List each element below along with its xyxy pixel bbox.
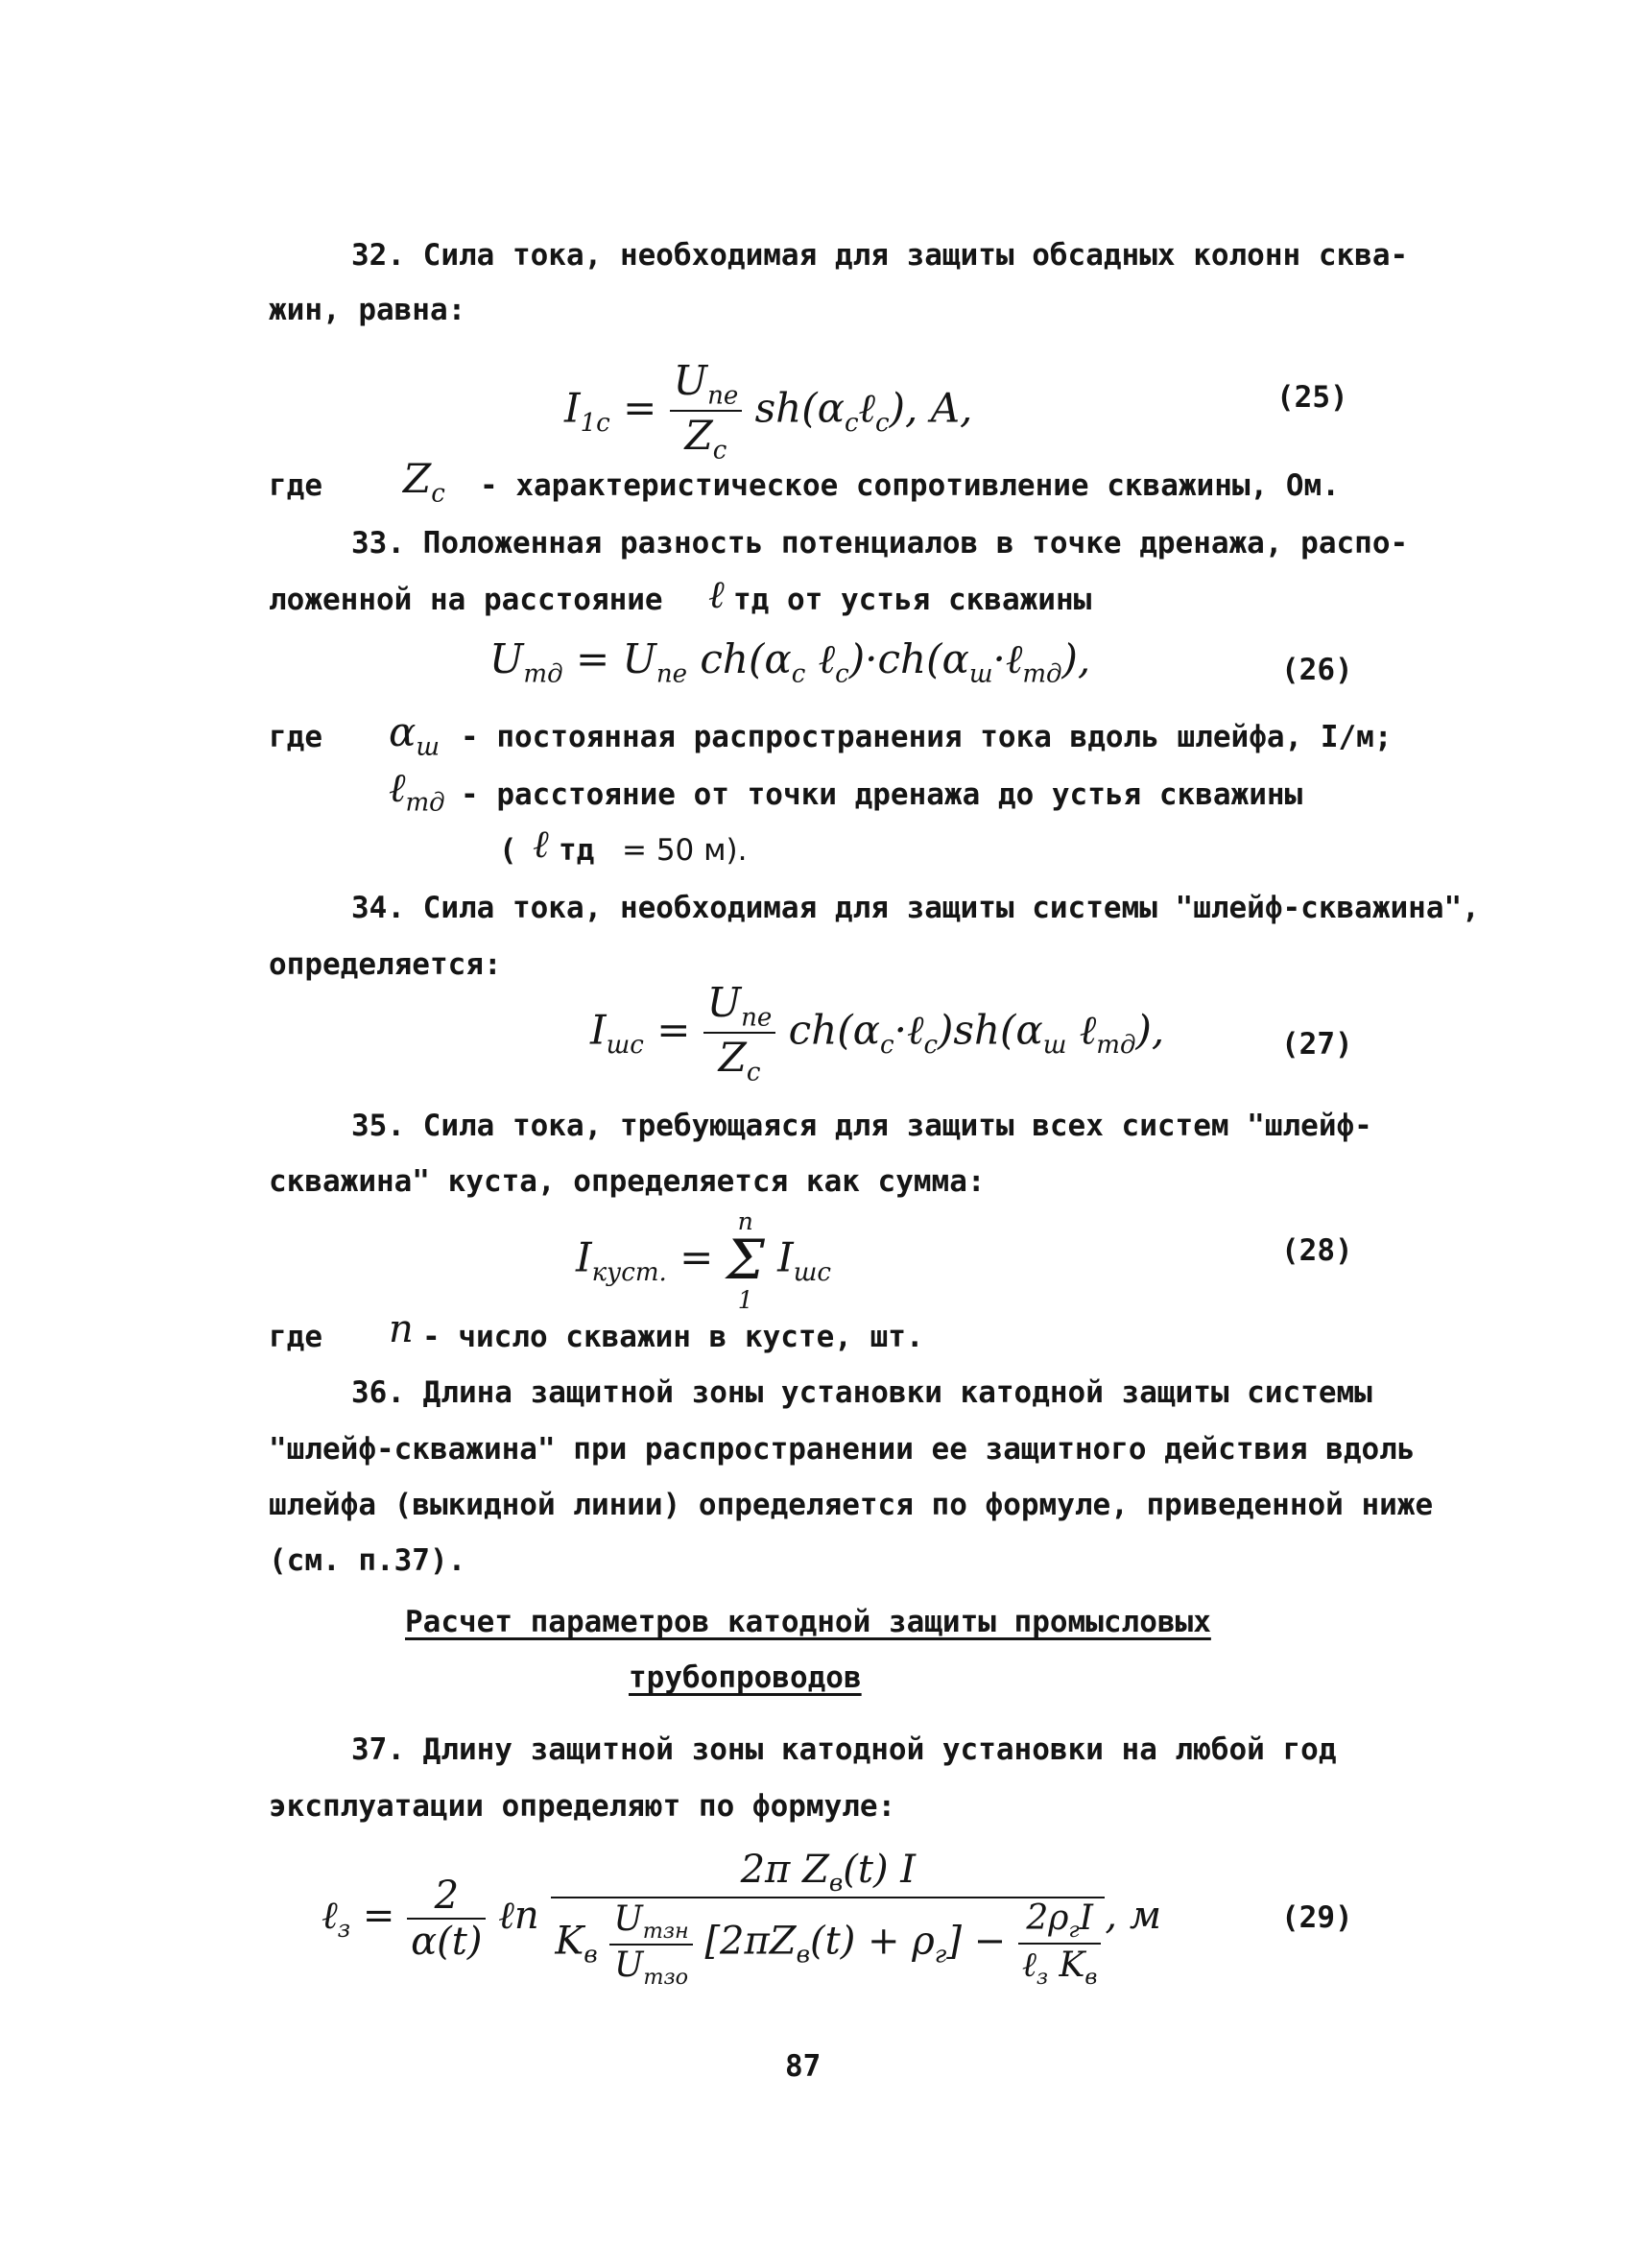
paragraph-37-line-2: эксплуатации определяют по формуле: [269,1789,896,1824]
formula-26-number: (26) [1281,653,1353,687]
formula-27: $I_{шс}$ = $\frac{U_{ne}}{Z_c}$ $ch(\alpha_c\cdot\ell_c)sh(\alpha_ш$ ℓ$_{тд}$), [590,979,1165,1087]
symbol-n: n [389,1307,414,1351]
paragraph-34-line-1: 34. Сила тока, необходимая для защиты системы "шлейф-скважина", [351,891,1480,925]
formula-26: $U_{тд} = U_{ne}$ $ch(\alpha_c$ $\ell_c)\cdot ch(\alpha_ш\cdot\ell_{тд})$, [489,635,1091,689]
page-number: 87 [785,2049,822,2084]
where-28-description: - число скважин в кусте, шт. [422,1320,924,1354]
paragraph-32-line-2: жин, равна: [269,293,466,327]
symbol-zc: $Z_c$ [403,455,445,509]
where-26-td: тд [559,833,595,868]
paragraph-36-line-2: "шлейф-скважина" при распространении ее защитного действия вдоль [269,1432,1416,1467]
paragraph-34-line-2: определяется: [269,947,502,982]
where-label: где [269,468,322,503]
where-label: где [269,720,322,754]
paragraph-35-line-1: 35. Сила тока, требующаяся для защиты всех систем "шлейф- [351,1109,1372,1143]
formula-27-number: (27) [1281,1027,1353,1062]
paragraph-33-line-1: 33. Положенная разность потенциалов в точке дренажа, распо- [351,526,1409,561]
formula-28-number: (28) [1281,1233,1353,1268]
paragraph-35-line-2: скважина" куста, определяется как сумма: [269,1164,986,1199]
where-label: где [269,1320,322,1354]
formula-28: $I_{куст.}$ = n Σ 1 $I_{шс}$ [576,1207,831,1314]
formula-25: $I_{1c}$ = $\frac{U_{ne}}{Z_c}$ $sh(\alpha_c\ell_c)$, A, [564,357,973,466]
paragraph-37-line-1: 37. Длину защитной зоны катодной установки на любой год [351,1732,1337,1767]
where-26-paren: ( [499,833,517,868]
where-26-description-1: - постоянная распространения тока вдоль шлейфа, I/м; [461,720,1393,754]
paragraph-32-line-1: 32. Сила тока, необходимая для защиты обсадных колонн сква- [351,238,1409,273]
where-25-description: - характеристическое сопротивление скважины, Ом. [480,468,1340,503]
section-heading-line-1: Расчет параметров катодной защиты промысловых [405,1605,1211,1639]
paragraph-36-line-3: шлейфа (выкидной линии) определяется по формуле, приведенной ниже [269,1488,1434,1522]
formula-29-number: (29) [1281,1900,1353,1935]
paragraph-33-line-2a: ложенной на расстояние [269,583,663,617]
symbol-l: ℓ [533,823,549,867]
formula-25-number: (25) [1276,380,1348,415]
symbol-alpha-sh: $\alpha_ш$ [389,708,441,762]
where-26-description-2: - расстояние от точки дренажа до устья скважины [461,777,1303,812]
section-heading-line-2: трубопроводов [629,1660,862,1695]
formula-29: ℓ$_з$ = $\frac{2}{\alpha(t)}$ ℓn 2π $Z_в(t)$ I $K_в$ $\frac{U_{тзн}}{U_{тзо}}$ $[2\pi Z_в(t) + \rho_г]$ − $\frac{2\rho_гI}{\ell_з K_в}$ , м [322,1848,1161,1991]
paragraph-36-line-1: 36. Длина защитной зоны установки катодной защиты системы [351,1375,1372,1410]
paragraph-36-line-4: (см. п.37). [269,1543,466,1578]
paragraph-33-line-2b: тд от устья скважины [733,583,1092,617]
symbol-l-td: ℓ$_{тд}$ [389,764,445,818]
symbol-l: ℓ [708,573,725,617]
where-26-value: = 50 м). [622,833,748,868]
